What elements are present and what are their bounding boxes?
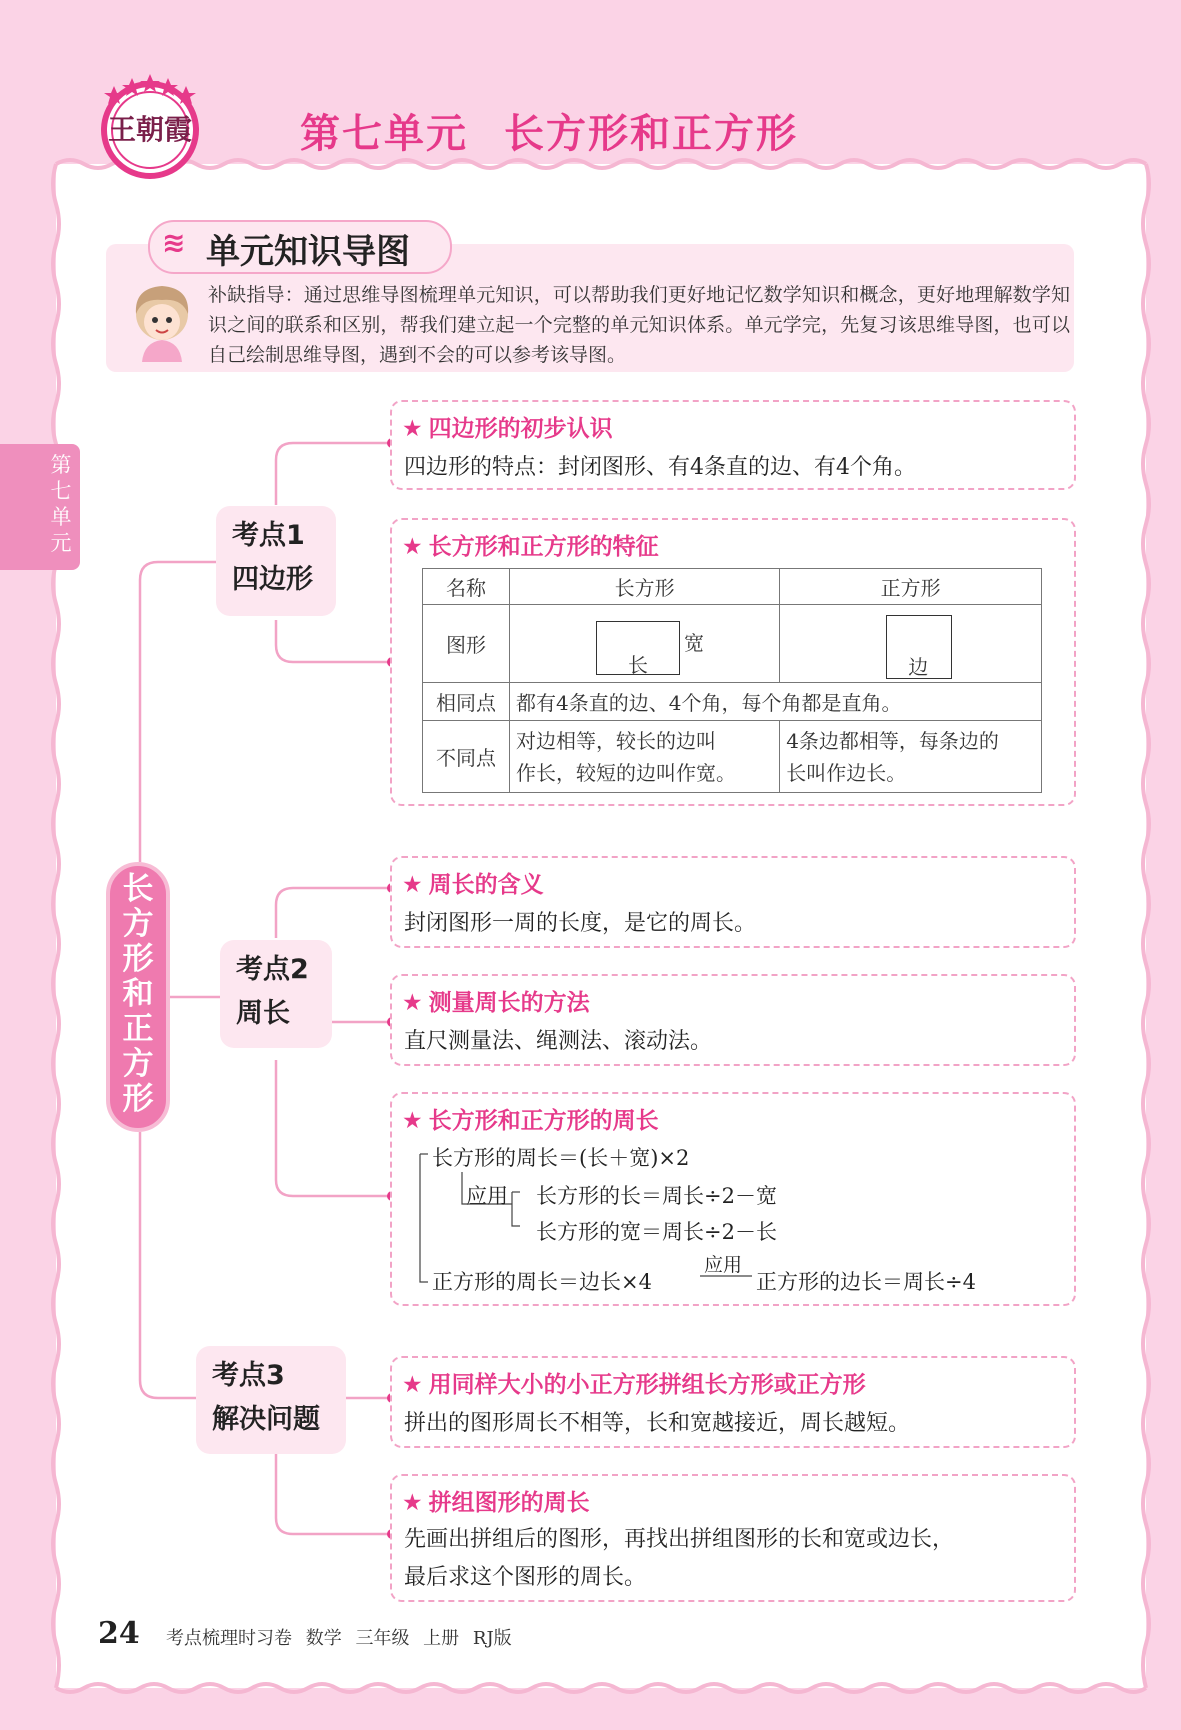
formula-apply-label: 应用	[466, 1184, 508, 1208]
table-row-shape-label: 图形	[423, 605, 510, 683]
guide-heading: 单元知识导图	[206, 232, 410, 272]
key-point-3-name: 解决问题	[212, 1404, 320, 1435]
star-icon: ★	[402, 1372, 423, 1398]
root-label: 长方形和正方形	[122, 871, 154, 1117]
panel-3-title: ★ 周长的含义	[402, 872, 544, 898]
table-row-same-label: 相同点	[423, 683, 510, 721]
panel-4-text: 直尺测量法、绳测法、滚动法。	[404, 1029, 713, 1054]
panel-7-title: ★ 拼组图形的周长	[402, 1490, 590, 1516]
wave-lines-icon: ≋	[162, 226, 186, 259]
panel-6-title: ★ 用同样大小的小正方形拼组长方形或正方形	[402, 1372, 866, 1398]
key-point-2-title: 考点2	[236, 954, 309, 985]
star-icon: ★	[402, 1490, 423, 1516]
star-icon: ★	[402, 534, 423, 560]
panel-5-title: ★ 长方形和正方形的周长	[402, 1108, 659, 1134]
formula-rect-length: 长方形的长＝周长÷2－宽	[536, 1184, 777, 1208]
panel-7-text-1: 先画出拼组后的图形，再找出拼组图形的长和宽或边长，	[404, 1527, 955, 1552]
square-side-label: 边	[908, 654, 929, 679]
key-point-1-title: 考点1	[232, 520, 305, 551]
panel-7-text-2: 最后求这个图形的周长。	[404, 1565, 647, 1590]
panel-6-text: 拼出的图形周长不相等，长和宽越接近，周长越短。	[404, 1411, 911, 1436]
panel-4-title: ★ 测量周长的方法	[402, 990, 590, 1016]
key-point-3-title: 考点3	[212, 1360, 285, 1391]
key-point-2-name: 周长	[236, 998, 290, 1029]
rect-long-label: 长	[628, 652, 648, 677]
table-same-text: 都有4条直的边、4个角，每个角都是直角。	[510, 683, 1042, 721]
key-point-2	[220, 940, 332, 1048]
table-diff-square: 4条边都相等，每条边的 长叫作边长。	[780, 721, 1042, 793]
key-point-1	[216, 506, 336, 616]
table-square-shape-cell	[780, 605, 1042, 683]
rect-wide-label: 宽	[684, 630, 704, 655]
unit-title: 第七单元	[300, 111, 468, 157]
table-head-name: 名称	[423, 569, 510, 605]
star-icon: ★	[402, 990, 423, 1016]
table-diff-rect: 对边相等，较长的边叫 作长，较短的边叫作宽。	[510, 721, 780, 793]
table-head-square: 正方形	[780, 569, 1042, 605]
key-point-3	[196, 1346, 346, 1454]
star-icon: ★	[402, 1108, 423, 1134]
panel-3-text: 封闭图形一周的长度，是它的周长。	[404, 911, 757, 936]
side-tab-label: 第七单元	[50, 453, 72, 555]
logo-text: 王朝霞	[107, 113, 192, 146]
panel-1-text: 四边形的特点：封闭图形、有4条直的边、有4个角。	[404, 455, 916, 480]
formula-rect-width: 长方形的宽＝周长÷2－长	[536, 1220, 777, 1244]
formula-square-perimeter: 正方形的周长＝边长×4	[432, 1270, 652, 1294]
table-row-diff-label: 不同点	[423, 721, 510, 793]
panel-2-title: ★ 长方形和正方形的特征	[402, 534, 659, 560]
formula-rect-perimeter: 长方形的周长＝(长＋宽)×2	[432, 1146, 690, 1170]
unit-subtitle: 长方形和正方形	[504, 111, 798, 157]
formula-apply-label-2: 应用	[704, 1254, 743, 1276]
footer-text: 考点梳理时习卷 数学 三年级 上册 RJ版	[166, 1628, 512, 1649]
features-table	[422, 568, 1042, 793]
panel-1-title: ★ 四边形的初步认识	[402, 416, 613, 442]
table-head-rect: 长方形	[510, 569, 780, 605]
page-number: 24	[98, 1616, 140, 1651]
table-rect-shape-cell	[510, 605, 780, 683]
star-icon: ★	[402, 416, 423, 442]
star-icon: ★	[402, 872, 423, 898]
formula-square-side: 正方形的边长＝周长÷4	[756, 1270, 976, 1294]
guide-text: 补缺指导：通过思维导图梳理单元知识，可以帮助我们更好地记忆数学知识和概念，更好地理解数学知识之间的联系和区别，帮我们建立起一个完整的单元知识体系。单元学完，先复习该思维导图，也可以自己绘制思维导图，遇到不会的可以参考该导图。	[208, 284, 1070, 366]
key-point-1-name: 四边形	[232, 564, 313, 595]
